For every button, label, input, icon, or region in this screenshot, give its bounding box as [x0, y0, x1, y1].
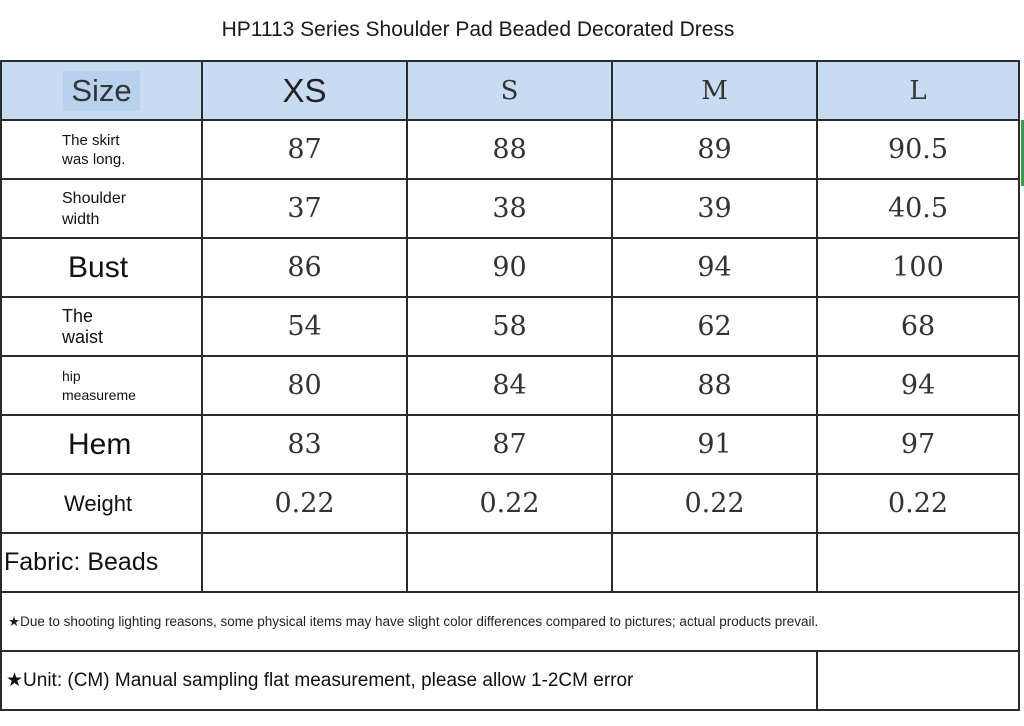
table-row [1, 238, 1019, 297]
table-row [1, 356, 1019, 415]
fabric-row [1, 533, 1019, 592]
table-cell: 89 [612, 120, 817, 179]
empty-cell [612, 533, 817, 592]
table-cell: 100 [817, 238, 1019, 297]
table-cell: 54 [202, 297, 407, 356]
header-xs [202, 61, 407, 120]
table-cell: 84 [407, 356, 612, 415]
size-table [0, 60, 1020, 711]
table-cell: 90 [407, 238, 612, 297]
size-s-label: S [500, 75, 519, 106]
fabric-label: Fabric: Beads [1, 533, 202, 592]
table-cell: 0.22 [817, 474, 1019, 533]
row-label: The skirt was long. [1, 120, 202, 179]
chart-title: HP1113 Series Shoulder Pad Beaded Decorated Dress [221, 18, 735, 41]
size-label: Size [63, 71, 139, 111]
note-row [1, 651, 1019, 710]
table-cell: 86 [202, 238, 407, 297]
header-s [407, 61, 612, 120]
empty-cell [407, 533, 612, 592]
table-row [1, 415, 1019, 474]
table-cell: 88 [407, 120, 612, 179]
table-cell: 0.22 [407, 474, 612, 533]
row-label: hip measureme [1, 356, 202, 415]
table-cell: 91 [612, 415, 817, 474]
table-cell: 83 [202, 415, 407, 474]
table-cell: 62 [612, 297, 817, 356]
row-label: Shoulder width [1, 179, 202, 238]
table-cell: 97 [817, 415, 1019, 474]
unit-note: ★Unit: (CM) Manual sampling flat measurement, please allow 1-2CM error [1, 651, 817, 710]
table-row [1, 297, 1019, 356]
table-cell: 80 [202, 356, 407, 415]
table-cell: 87 [407, 415, 612, 474]
table-cell: 0.22 [612, 474, 817, 533]
row-label: Hem [1, 415, 202, 474]
size-xs-label: XS [282, 71, 327, 109]
header-row [1, 61, 1019, 120]
table-cell: 37 [202, 179, 407, 238]
row-label: The waist [1, 297, 202, 356]
table-cell: 40.5 [817, 179, 1019, 238]
table-cell: 38 [407, 179, 612, 238]
header-m [612, 61, 817, 120]
table-cell: 94 [817, 356, 1019, 415]
table-cell: 94 [612, 238, 817, 297]
table-row [1, 120, 1019, 179]
table-cell: 0.22 [202, 474, 407, 533]
empty-cell [817, 651, 1019, 710]
table-cell: 90.5 [817, 120, 1019, 179]
size-l-label: L [909, 75, 927, 106]
table-cell: 87 [202, 120, 407, 179]
empty-cell [817, 533, 1019, 592]
header-l [817, 61, 1019, 120]
table-cell: 68 [817, 297, 1019, 356]
table-row [1, 474, 1019, 533]
table-cell: 58 [407, 297, 612, 356]
empty-cell [202, 533, 407, 592]
note-row [1, 592, 1019, 651]
table-cell: 39 [612, 179, 817, 238]
header-size-cell [1, 61, 202, 120]
lighting-note: ★Due to shooting lighting reasons, some physical items may have slight color differences compared to pictures; actual products prevail. [1, 592, 1019, 651]
table-cell: 88 [612, 356, 817, 415]
table-row [1, 179, 1019, 238]
row-label: Weight [1, 474, 202, 533]
size-m-label: M [701, 75, 728, 106]
row-label: Bust [1, 238, 202, 297]
